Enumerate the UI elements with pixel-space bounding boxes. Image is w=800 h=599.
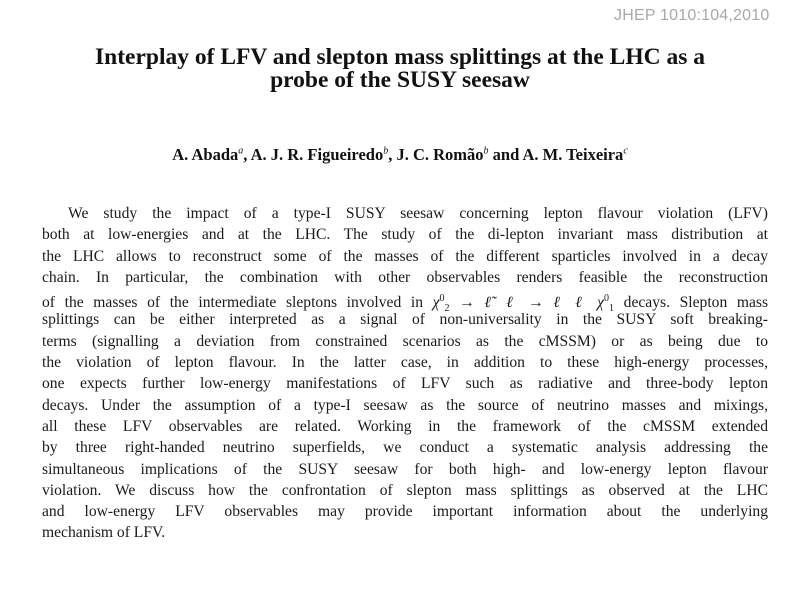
author-name: A. Abada: [172, 145, 239, 164]
abstract-line: both at low-energies and at the LHC. The study of the di-lepton invariant mass distribution at: [42, 226, 768, 244]
abstract-line: one expects further low-energy manifestations of LFV such as radiative and three-body lepton: [42, 375, 768, 393]
journal-reference: JHEP 1010:104,2010: [614, 7, 770, 24]
abstract-line: the LHC allows to reconstruct some of the masses of the different sparticles involved in a decay: [42, 247, 768, 265]
author-name: A. M. Teixeira: [522, 145, 624, 164]
abstract-line: simultaneous implications of the SUSY seesaw for both high- and low-energy lepton flavour: [42, 460, 768, 478]
abstract-line: We study the impact of a type-I SUSY seesaw concerning lepton flavour violation (LFV): [68, 205, 768, 222]
author-separator: ,: [388, 145, 397, 164]
abstract-line: and low-energy LFV observables may provide important information about the underlying: [42, 503, 768, 521]
author-affiliation: a: [238, 145, 244, 157]
paper-title: [0, 46, 800, 92]
abstract-line: splittings can be either interpreted as a signal of non-universality in the SUSY soft breaking-: [42, 311, 768, 329]
title-line-2: probe of the SUSY seesaw: [270, 67, 530, 93]
abstract-line: all these LFV observables are related. Working in the framework of the cMSSM extended: [42, 417, 768, 435]
decay-formula: $\chi^0_2$ → ℓ̃ ℓ → ℓ ℓ $\chi^0_1$: [432, 293, 615, 315]
author-name: J. C. Romão: [396, 145, 484, 164]
abstract-line: by three right-handed neutrino superfields, we conduct a systematic analysis addressing the: [42, 439, 768, 457]
author-list: [0, 145, 800, 165]
author-affiliation: b: [483, 145, 489, 157]
author-name: A. J. R. Figueiredo: [250, 145, 384, 164]
abstract-line: the violation of lepton flavour. In the latter case, in addition to these high-energy processes,: [42, 354, 768, 372]
abstract-line-prefix: of the masses of the intermediate sleptons involved in: [42, 294, 424, 312]
abstract-line-with-decay-formula: [42, 288, 769, 315]
author-separator: ,: [243, 145, 251, 164]
author-affiliation: c: [623, 145, 628, 157]
abstract-line: chain. In particular, the combination with other observables renders feasible the reconstruction: [42, 268, 768, 286]
abstract: [42, 203, 768, 544]
abstract-line-suffix: decays. Slepton mass: [623, 294, 769, 312]
abstract-line: terms (signalling a deviation from constrained scenarios as the cMSSM) or as being due to: [42, 332, 768, 350]
author-separator: and: [488, 145, 523, 164]
abstract-line: mechanism of LFV.: [42, 524, 166, 542]
abstract-line: violation. We discuss how the confrontation of slepton mass splittings as observed at the LHC: [42, 481, 768, 499]
author-affiliation: b: [383, 145, 389, 157]
abstract-line: decays. Under the assumption of a type-I seesaw as the source of neutrino masses and mixings,: [42, 396, 768, 414]
title-line-1: Interplay of LFV and slepton mass splittings at the LHC as a: [95, 44, 705, 70]
